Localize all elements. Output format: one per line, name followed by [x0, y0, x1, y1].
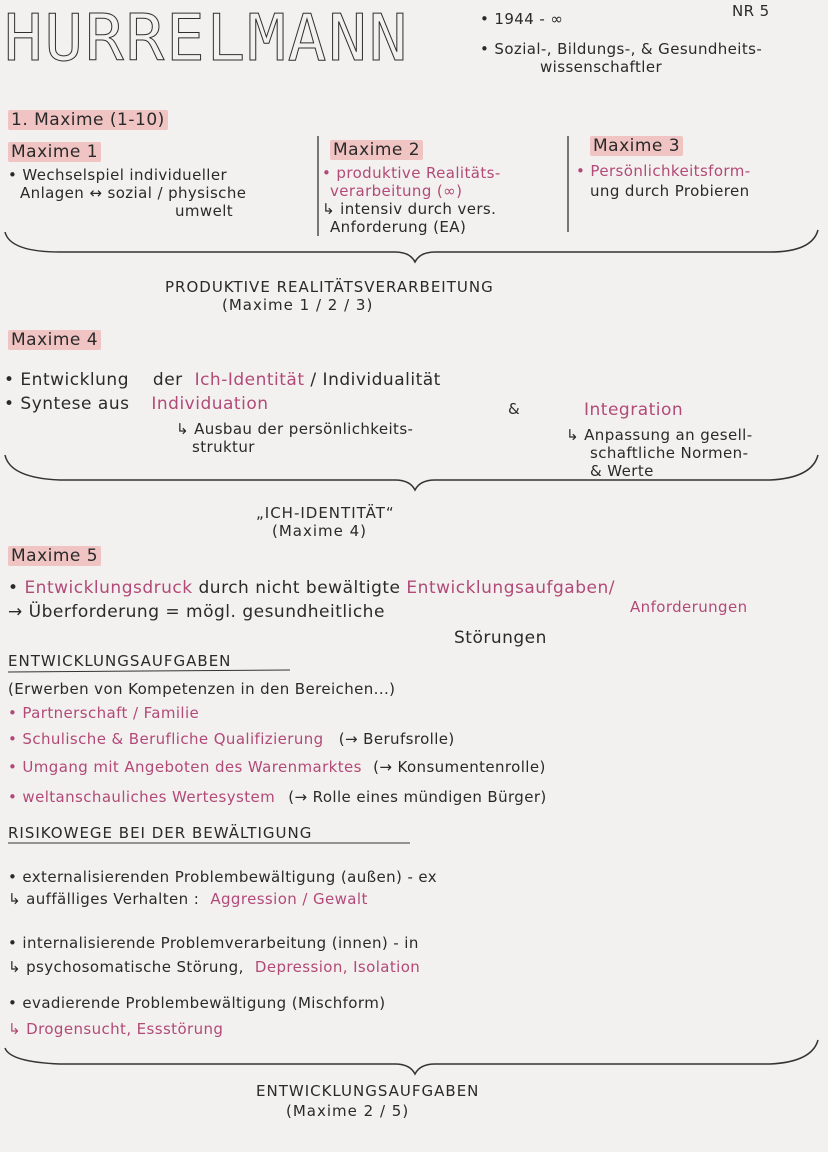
maxime-3-title [590, 136, 683, 156]
ea-item-4 [8, 788, 547, 806]
ea-item-2-role: (→ Berufsrolle) [338, 730, 455, 748]
ea-item-2 [8, 730, 455, 748]
underline-ea [8, 670, 290, 672]
section-heading-text: 1. Maxime (1-10) [8, 110, 168, 130]
maxime-5-stoerungen: Störungen [454, 628, 547, 648]
maxime-1-line-2: Anlagen ↔ sozial / physische [20, 184, 247, 202]
maxime-4-l2b: Individuation [151, 394, 269, 414]
individuation-line-2: struktur [192, 438, 255, 456]
maxime-4-l1b: der [152, 370, 183, 390]
summary-4-line-2: (Maxime 4) [272, 522, 368, 540]
rw-heading: RISIKOWEGE BEI DER BEWÄLTIGUNG [8, 824, 313, 842]
rw-item-1: • externalisierenden Problembewältigung (außen) - ex [8, 868, 438, 886]
rw-item-1-sub-a: ↳ auffälliges Verhalten : [8, 890, 200, 908]
maxime-4-amp: & [508, 400, 521, 418]
page-number: NR 5 [732, 2, 770, 20]
maxime-4-title-text: Maxime 4 [8, 330, 101, 350]
maxime-2-title-text: Maxime 2 [330, 140, 423, 160]
maxime-2-line-2: verarbeitung (∞) [330, 182, 463, 200]
born-year: • 1944 - ∞ [480, 10, 564, 28]
maxime-2-line-4: Anforderung (EA) [330, 218, 467, 236]
rw-item-2-sub-b: Depression, Isolation [254, 958, 421, 976]
maxime-4-integration: Integration [584, 400, 684, 420]
maxime-1-line-1: • Wechselspiel individueller [8, 166, 228, 184]
maxime-4-line-2 [4, 394, 269, 414]
maxime-3-line-1: • Persönlichkeitsform- [576, 162, 751, 180]
brace-bottom [5, 1040, 818, 1074]
rw-item-1-sub-b: Aggression / Gewalt [210, 890, 368, 908]
maxime-4-l1c: Ich-Identität [194, 370, 305, 390]
rw-item-1-sub [8, 890, 368, 908]
rw-item-3: • evadierende Problembewältigung (Mischform) [8, 994, 386, 1012]
section-heading [8, 110, 168, 130]
maxime-4-l2a: • Syntese aus [4, 394, 130, 414]
maxime-5-l1a: • [8, 578, 19, 598]
maxime-5-line-1 [8, 578, 615, 598]
ea-item-2-text: • Schulische & Berufliche Qualifizierung [8, 730, 324, 748]
summary-1-line-2: (Maxime 1 / 2 / 3) [222, 296, 374, 314]
ea-item-3 [8, 758, 546, 776]
integration-line-1: ↳ Anpassung an gesell- [566, 426, 753, 444]
individuation-line-1: ↳ Ausbau der persönlichkeits- [176, 420, 414, 438]
summary-5-line-1: ENTWICKLUNGSAUFGABEN [256, 1082, 480, 1100]
summary-4-line-1: „ICH-IDENTITÄT“ [256, 504, 395, 522]
maxime-2-line-1: • produktive Realitäts- [322, 164, 501, 182]
maxime-2-title [330, 140, 423, 160]
maxime-1-title-text: Maxime 1 [8, 142, 101, 162]
rw-item-2-sub-a: ↳ psychosomatische Störung, [8, 958, 244, 976]
rw-item-2: • internalisierende Problemverarbeitung (innen) - in [8, 934, 419, 952]
rw-item-2-sub [8, 958, 420, 976]
maxime-1-title [8, 142, 101, 162]
ea-item-3-text: • Umgang mit Angeboten des Warenmarktes [8, 758, 362, 776]
maxime-4-l1d: / Individualität [310, 370, 441, 390]
maxime-3-line-2: ung durch Probieren [590, 182, 750, 200]
role-line-2: wissenschaftler [540, 58, 663, 76]
maxime-5-l1b: Entwicklungsdruck [24, 578, 193, 598]
maxime-5-anforderungen: Anforderungen [630, 598, 748, 616]
ea-subheading: (Erwerben von Kompetenzen in den Bereichen...) [8, 680, 396, 698]
maxime-4-title [8, 330, 101, 350]
integration-line-2: schaftliche Normen- [590, 444, 749, 462]
summary-5-line-2: (Maxime 2 / 5) [286, 1102, 410, 1120]
maxime-5-l1c: durch nicht bewältigte [198, 578, 401, 598]
maxime-4-l1a: • Entwicklung [4, 370, 129, 390]
maxime-2-line-3: ↳ intensiv durch vers. [322, 200, 497, 218]
maxime-5-title-text: Maxime 5 [8, 546, 101, 566]
maxime-3-title-text: Maxime 3 [590, 136, 683, 156]
ea-heading: ENTWICKLUNGSAUFGABEN [8, 652, 232, 670]
ea-item-1: • Partnerschaft / Familie [8, 704, 200, 722]
ea-item-4-role: (→ Rolle eines mündigen Bürger) [288, 788, 547, 806]
integration-line-3: & Werte [590, 462, 654, 480]
maxime-4-line-1 [4, 370, 441, 390]
ea-item-3-role: (→ Konsumentenrolle) [373, 758, 546, 776]
summary-1-line-1: PRODUKTIVE REALITÄTSVERARBEITUNG [165, 278, 494, 296]
page-title: HURRELMANN [4, 2, 410, 76]
maxime-1-line-3: umwelt [175, 202, 234, 220]
maxime-5-title [8, 546, 101, 566]
maxime-5-line-2: → Überforderung = mögl. gesundheitliche [8, 602, 385, 622]
rw-item-3-sub: ↳ Drogensucht, Essstörung [8, 1020, 224, 1038]
maxime-5-l1d: Entwicklungsaufgaben/ [406, 578, 615, 598]
ea-item-4-text: • weltanschauliches Wertesystem [8, 788, 276, 806]
role-line-1: • Sozial-, Bildungs-, & Gesundheits- [480, 40, 763, 58]
